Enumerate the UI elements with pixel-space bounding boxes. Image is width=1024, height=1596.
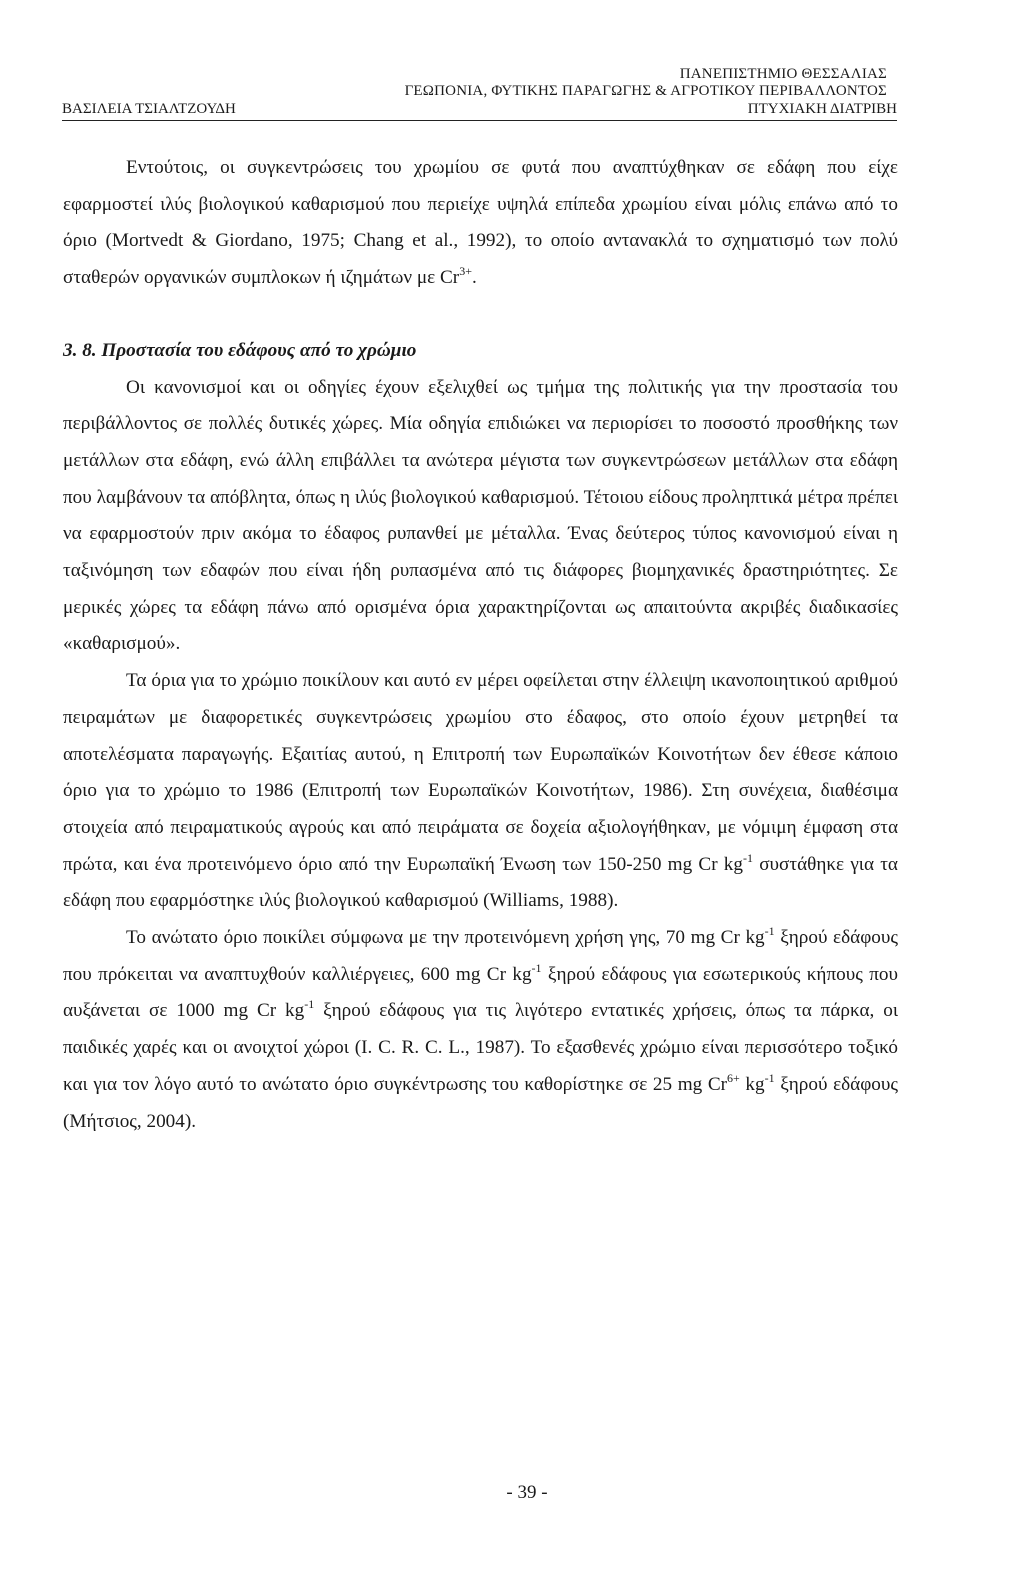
header-thesis-type: ΠΤΥΧΙΑΚΗ ΔΙΑΤΡΙΒΗ — [747, 101, 897, 117]
para3-text-e: kg — [739, 1073, 765, 1095]
para3-text-f: ξηρού εδάφους (Μήτσιος, 2004). — [63, 1073, 898, 1132]
section-spacer — [63, 297, 898, 333]
section-paragraph-1: Οι κανονισμοί και οι οδηγίες έχουν εξελιχθεί ως τμήμα της πολιτικής για την προστασία του περιβάλλοντος σε πολλές δυτικές χώρες. Μία οδηγία επιδιώκει να περιορίσει το ποσοστό προσθήκης των μετάλλων στα εδάφη, ενώ άλλη επιβάλλει τα ανώτερα μέγιστα των συγκεντρώσεων μετάλλων στα εδάφη που λαμβάνουν τα απόβλητα, όπως η ιλύς βιολογικού καθαρισμού. Τέτοιου είδους προληπτικά μέτρα πρέπει να εφαρμοστούν πριν ακόμα το έδαφος ρυπανθεί με μέταλλα. Ένας δεύτερος τύπος κανονισμού είναι η ταξινόμηση των εδαφών που είναι ήδη ρυπασμένα από τις διάφορες βιομηχανικές δραστηριότητες. Σε μερικές χώρες τα εδάφη πάνω από ορισμένα όρια χαρακτηρίζονται ως απαιτούντα ακριβές διαδικασίες «καθαρισμού». — [63, 376, 898, 655]
header-divider — [62, 120, 897, 121]
intro-paragraph — [63, 150, 898, 297]
header-university: ΠΑΝΕΠΙΣΤΗΜΙΟ ΘΕΣΣΑΛΙΑΣ — [679, 66, 887, 82]
para3-text-d: ξηρού εδάφους για τις λιγότερο εντατικές χρήσεις, όπως τα πάρκα, οι παιδικές χαρές και οι ανοιχτοί χώροι (I. C. R. C. L., 1987). Το εξασθενές χρώμιο είναι περισσότερο τοξικό και για τον λόγο αυτό το ανώτατο όριο συγκέντρωσης του καθορίστηκε σε 25 mg Cr — [63, 1000, 898, 1095]
header-department: ΓΕΩΠΟΝΙΑ, ΦΥΤΙΚΗΣ ΠΑΡΑΓΩΓΗΣ & ΑΓΡΟΤΙΚΟΥ ΠΕΡΙΒΑΛΛΟΝΤΟΣ — [404, 83, 887, 99]
page-body — [63, 150, 898, 1140]
para3-text-c: ξηρού εδάφους για εσωτερικούς κήπους που αυξάνεται σε 1000 mg Cr kg — [63, 963, 898, 1022]
para2-text-b: συστάθηκε για τα εδάφη που εφαρμόστηκε ιλύς βιολογικού καθαρισμού (Williams, 1988). — [63, 853, 898, 912]
para3-text-b: ξηρού εδάφους που πρόκειται να αναπτυχθούν καλλιέργειες, 600 mg Cr kg — [63, 927, 898, 985]
header-author: ΒΑΣΙΛΕΙΑ ΤΣΙΑΛΤΖΟΥΔΗ — [62, 101, 236, 117]
intro-superscript: 3+ — [459, 264, 472, 279]
section-paragraph-2 — [63, 663, 898, 920]
intro-text: Εντούτοις, οι συγκεντρώσεις του χρωμίου σε φυτά που αναπτύχθηκαν σε εδάφη που είχε εφαρμοστεί ιλύς βιολογικού καθαρισμού που περιείχε υψηλά επίπεδα χρωμίου είναι μόλις επάνω από το όριο (Mortvedt & Giordano, 1975; Chang et al., 1992), το οποίο αντανακλά το σχηματισμό των πολύ σταθερών οργανικών συμπλοκων ή ιζημάτων με Cr — [63, 157, 898, 289]
para3-superscript-2: -1 — [531, 960, 542, 975]
page-number: - 39 - — [506, 1482, 548, 1503]
section-heading: 3. 8. Προστασία του εδάφους από το χρώμιο — [63, 339, 417, 361]
para3-superscript-5: -1 — [764, 1070, 775, 1085]
para2-text-a: Τα όρια για το χρώμιο ποικίλουν και αυτό εν μέρει οφείλεται στην έλλειψη ικανοποιητικού αριθμού πειραμάτων με διαφορετικές συγκεντρώσεις χρωμίου στο έδαφος, στο οποίο έχουν μετρηθεί τα αποτελέσματα παραγωγής. Εξαιτίας αυτού, η Επιτροπή των Ευρωπαϊκών Κοινοτήτων δεν έθεσε κάποιο όριο για το χρώμιο το 1986 (Επιτροπή των Ευρωπαϊκών Κοινοτήτων, 1986). Στη συνέχεια, διαθέσιμα στοιχεία από πειραματικούς αγρούς και από πειράματα σε δοχεία αξιολογήθηκαν, με νόμιμη έμφαση στα πρώτα, και ένα προτεινόμενο όριο από την Ευρωπαϊκή Ένωση των 150-250 mg Cr kg — [63, 670, 898, 875]
section-paragraph-3 — [63, 920, 898, 1140]
page-header — [62, 64, 897, 122]
para3-superscript-1: -1 — [764, 924, 775, 939]
para3-superscript-3: -1 — [304, 997, 315, 1012]
intro-end: . — [471, 267, 477, 289]
para2-superscript: -1 — [742, 850, 753, 865]
para3-superscript-4: 6+ — [727, 1070, 740, 1085]
para3-text-a: Το ανώτατο όριο ποικίλει σύμφωνα με την προτεινόμενη χρήση γης, 70 mg Cr kg — [126, 927, 765, 949]
